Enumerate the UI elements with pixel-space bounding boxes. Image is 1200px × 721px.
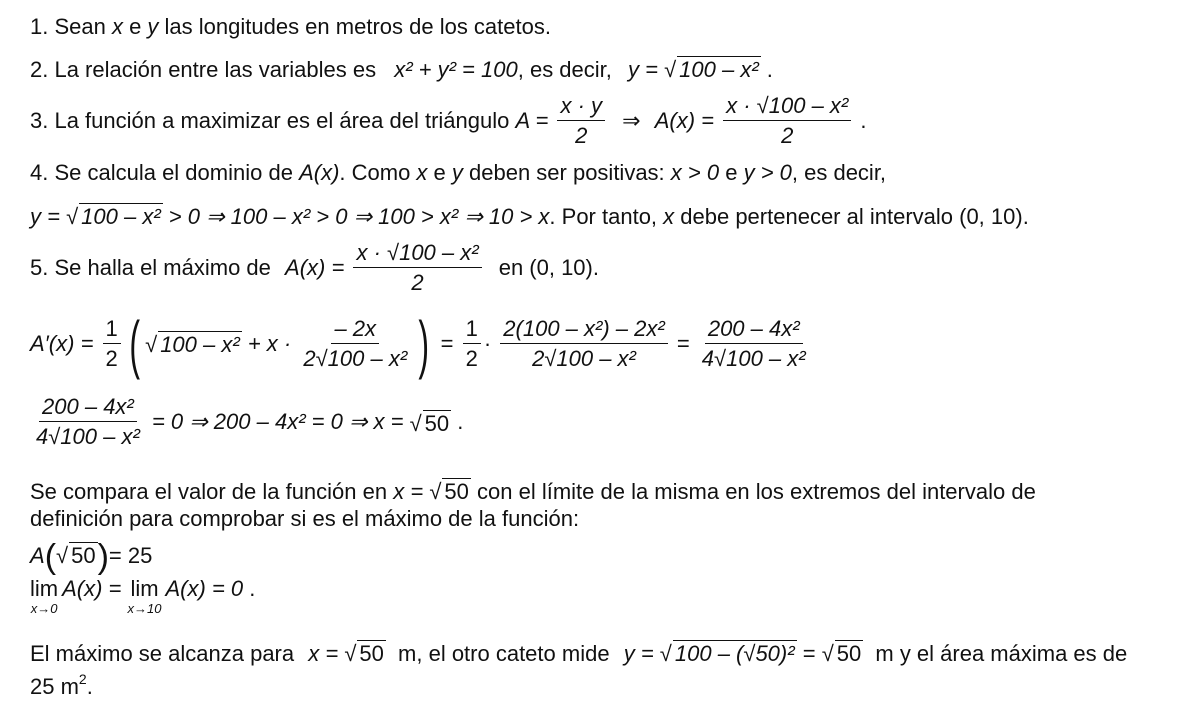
- equals: =: [802, 641, 816, 666]
- fraction-area-function: $\frac{\text{x · √100 – x²}}{2}$: [723, 94, 851, 148]
- text: m y el área máxima es de: [875, 641, 1128, 666]
- inequality-chain: > 0 ⇒ 100 – x² > 0 ⇒ 100 > x² ⇒ 10 > x: [168, 204, 550, 229]
- sqrt-50: √ 50: [344, 641, 384, 666]
- text: 25 m: [30, 674, 79, 699]
- fraction-half: $\frac{1}{2}$: [463, 317, 481, 371]
- comparison-text-2: [30, 508, 579, 530]
- limit-0: lim x→0: [30, 576, 59, 616]
- var-y: y: [147, 14, 159, 39]
- sqrt-50: √ 50: [429, 479, 469, 504]
- step-5: [30, 241, 599, 295]
- var-x: x: [111, 14, 123, 39]
- step-4: [30, 162, 886, 184]
- x-equals: x =: [393, 479, 424, 504]
- step-4-chain: [30, 203, 1029, 228]
- var-x: x: [416, 160, 428, 185]
- term-plus: + x ·: [247, 331, 292, 356]
- text: 2. La relación entre las variables es: [30, 57, 377, 82]
- condition-x: x > 0: [670, 160, 720, 185]
- text: .: [457, 409, 464, 435]
- text: , es decir,: [791, 160, 887, 185]
- step-2: 2. La relación entre las variables es x² + y² = 100, es decir, y = √ 100 – x² .: [30, 57, 773, 82]
- step-3: [30, 94, 867, 148]
- superscript: 2: [78, 670, 87, 687]
- conclusion-line-2: [30, 670, 93, 699]
- text: e: [719, 160, 744, 185]
- var-y: y: [451, 160, 463, 185]
- sqrt-expression: √ 100 – (√50)²: [659, 641, 795, 666]
- equation-constraint: x² + y² = 100: [394, 57, 518, 82]
- function-symbol: A(x): [299, 160, 340, 185]
- text: .: [86, 674, 93, 699]
- critical-point-line: [30, 395, 463, 449]
- text: .: [860, 108, 867, 134]
- text: debe pertenecer al intervalo (0, 10).: [674, 204, 1029, 229]
- value: = 25: [108, 542, 153, 568]
- sqrt-50: √ 50: [821, 641, 862, 666]
- function-symbol: A(x) =: [62, 576, 122, 601]
- implies-symbol: ⇒: [622, 108, 641, 134]
- text: 5. Se halla el máximo de: [30, 255, 271, 281]
- text: , es decir,: [517, 57, 612, 82]
- fraction-derivative-combined: $\frac{\text{2(100 – x²) – 2x²}}{\text{2√100 – x²}}$: [500, 317, 667, 371]
- left-paren: (: [129, 308, 140, 380]
- conclusion-line: [30, 640, 1127, 665]
- derivative-line: A′(x) = $\frac{1}{2}$ ( √ 100 – x² + x · $\frac{- 2x}{\text{2√100 – x²}}$ ) = $\frac{1}{2}$ · $\frac{\text{2(100 – x²) – 2x²}}{\text{2√100 – x²}}$ = $\frac{\text{200 – 4x²}}{\text{4√100 – x²}}$: [30, 312, 812, 376]
- function-symbol: A(x) =: [285, 255, 345, 281]
- sqrt-expression: √ 100 – x²: [145, 332, 240, 358]
- text: 4. Se calcula el dominio de: [30, 160, 300, 185]
- text: con el límite de la misma en los extremos del intervalo de: [477, 479, 1036, 504]
- area-symbol: A =: [515, 108, 549, 134]
- text: .: [766, 57, 773, 82]
- text: definición para comprobar si es el máximo de la función:: [30, 506, 580, 531]
- text: . Como: [339, 160, 417, 185]
- fraction-derivative-inner: $\frac{- 2x}{\text{2√100 – x²}}$: [303, 315, 408, 371]
- sqrt-50: √ 50: [56, 542, 96, 568]
- fraction-area: $\frac{x \cdot y}{2}$: [557, 94, 605, 148]
- var-x: x: [663, 204, 675, 229]
- text: deben ser positivas:: [462, 160, 671, 185]
- y-equals: y =: [30, 204, 60, 229]
- limits-line: [30, 578, 255, 615]
- step-1: [30, 16, 551, 38]
- y-equals: y =: [623, 641, 654, 666]
- sqrt-50: √ 50: [409, 410, 450, 436]
- text: m, el otro cateto mide: [398, 641, 610, 666]
- limit-10: lim x→10: [127, 576, 162, 616]
- text: El máximo se alcanza para: [30, 641, 295, 666]
- condition-y: y > 0: [743, 160, 792, 185]
- sqrt-expression: √ 100 – x²: [664, 57, 759, 82]
- fraction-derivative-result: $\frac{\text{200 – 4x²}}{\text{4√100 – x²}}$: [701, 315, 806, 371]
- equals: =: [440, 331, 454, 356]
- right-paren: ): [418, 308, 430, 380]
- fraction-half: $\frac{1}{2}$: [103, 317, 121, 371]
- text: las longitudes en metros de los catetos.: [158, 14, 551, 39]
- fraction-derivative-result: $\frac{\text{200 – 4x²}}{\text{4√100 – x²}}$: [36, 394, 140, 450]
- text: 1. Sean: [30, 14, 112, 39]
- derivative-symbol: A′(x) =: [30, 331, 94, 356]
- text: .: [249, 576, 256, 601]
- solution-chain: = 0 ⇒ 200 – 4x² = 0 ⇒ x =: [151, 409, 404, 435]
- text: en (0, 10).: [498, 255, 599, 281]
- text: 3. La función a maximizar es el área del triángulo: [30, 108, 510, 134]
- text: . Por tanto,: [549, 204, 664, 229]
- value-at-critical: A(√ 50)= 25: [30, 538, 153, 576]
- sqrt-expression: √ 100 – x²: [66, 204, 161, 229]
- text: e: [427, 160, 452, 185]
- comparison-text: [30, 478, 1036, 503]
- x-equals: x =: [308, 641, 339, 666]
- function-symbol: A(x) = 0: [165, 576, 244, 601]
- fraction-area-function: $\frac{\text{x · √100 – x²}}{2}$: [353, 241, 481, 295]
- area-symbol: A: [30, 542, 45, 568]
- text: e: [122, 14, 148, 39]
- function-symbol: A(x) =: [654, 108, 714, 134]
- text: Se compara el valor de la función en: [30, 479, 394, 504]
